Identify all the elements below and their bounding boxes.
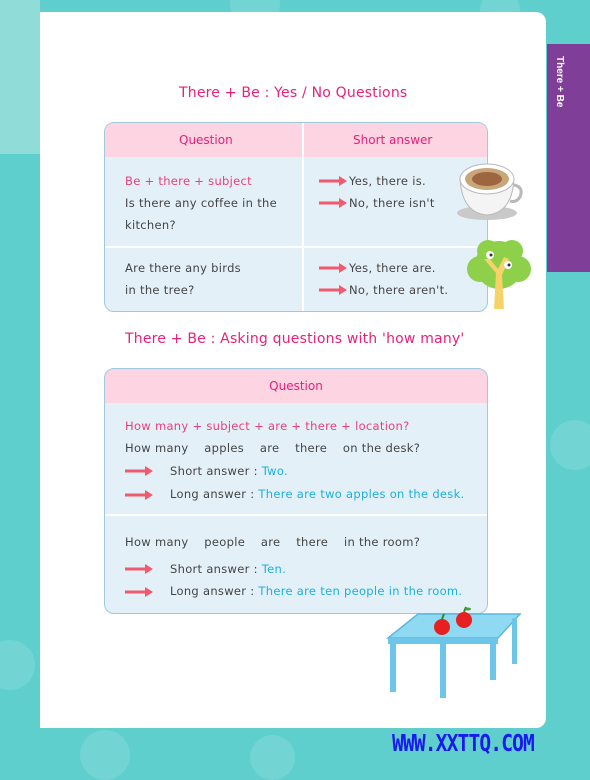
table-header (105, 123, 487, 157)
long-answer-label: Long answer : (170, 487, 259, 501)
table-with-apples-icon (384, 606, 524, 702)
long-answer-value: There are two apples on the desk. (258, 487, 465, 501)
arrow-right-icon (319, 263, 347, 273)
side-tab-label: There + Be (554, 56, 565, 108)
row2-question-line1: Are there any birds (125, 261, 241, 275)
block1-short-answer (170, 464, 288, 478)
row1-pattern: Be + there + subject (125, 174, 252, 188)
long-answer-value: There are ten people in the room. (258, 584, 463, 598)
left-page-panel (0, 0, 40, 154)
short-answer-value: Ten. (261, 562, 287, 576)
row2-question-line2: in the tree? (125, 283, 195, 297)
long-answer-label: Long answer : (170, 584, 259, 598)
background-bubble (0, 640, 35, 690)
block-divider (105, 514, 487, 516)
short-answer-label: Short answer : (170, 464, 262, 478)
row1-question-line2: kitchen? (125, 218, 176, 232)
watermark-text: WWW.XXTTQ.COM (392, 731, 534, 757)
table-header: Question (105, 369, 487, 403)
chapter-side-tab[interactable] (547, 44, 590, 272)
arrow-right-icon (125, 564, 153, 574)
arrow-right-icon (125, 587, 153, 597)
row2-answer-yes: Yes, there are. (349, 261, 436, 275)
block1-long-answer (170, 487, 465, 501)
tree-icon (464, 237, 534, 311)
row1-question-line1: Is there any coffee in the (125, 196, 277, 210)
arrow-right-icon (319, 176, 347, 186)
background-bubble (550, 420, 590, 470)
section2-title: There + Be : Asking questions with 'how many' (125, 331, 465, 347)
coffee-cup-icon (450, 157, 524, 223)
section1-title: There + Be : Yes / No Questions (179, 85, 408, 101)
short-answer-label: Short answer : (170, 562, 262, 576)
header-question: Question (179, 133, 233, 147)
block1-question: How many apples are there on the desk? (125, 441, 421, 455)
arrow-right-icon (125, 490, 153, 500)
block1-pattern: How many + subject + are + there + location? (125, 419, 410, 433)
short-answer-value: Two. (261, 464, 288, 478)
row2-answer-no: No, there aren't. (349, 283, 449, 297)
row1-answer-no: No, there isn't (349, 196, 435, 210)
block2-long-answer (170, 584, 462, 598)
arrow-right-icon (319, 285, 347, 295)
arrow-right-icon (125, 466, 153, 476)
block2-question: How many people are there in the room? (125, 535, 421, 549)
header-short-answer: Short answer (353, 133, 433, 147)
row1-answer-yes: Yes, there is. (349, 174, 426, 188)
arrow-right-icon (319, 198, 347, 208)
background-bubble (80, 730, 130, 780)
yes-no-table (104, 122, 488, 312)
block2-short-answer (170, 562, 286, 576)
how-many-table (104, 368, 488, 614)
column-divider (302, 123, 304, 311)
background-bubble (250, 735, 295, 780)
row-divider (105, 246, 487, 248)
